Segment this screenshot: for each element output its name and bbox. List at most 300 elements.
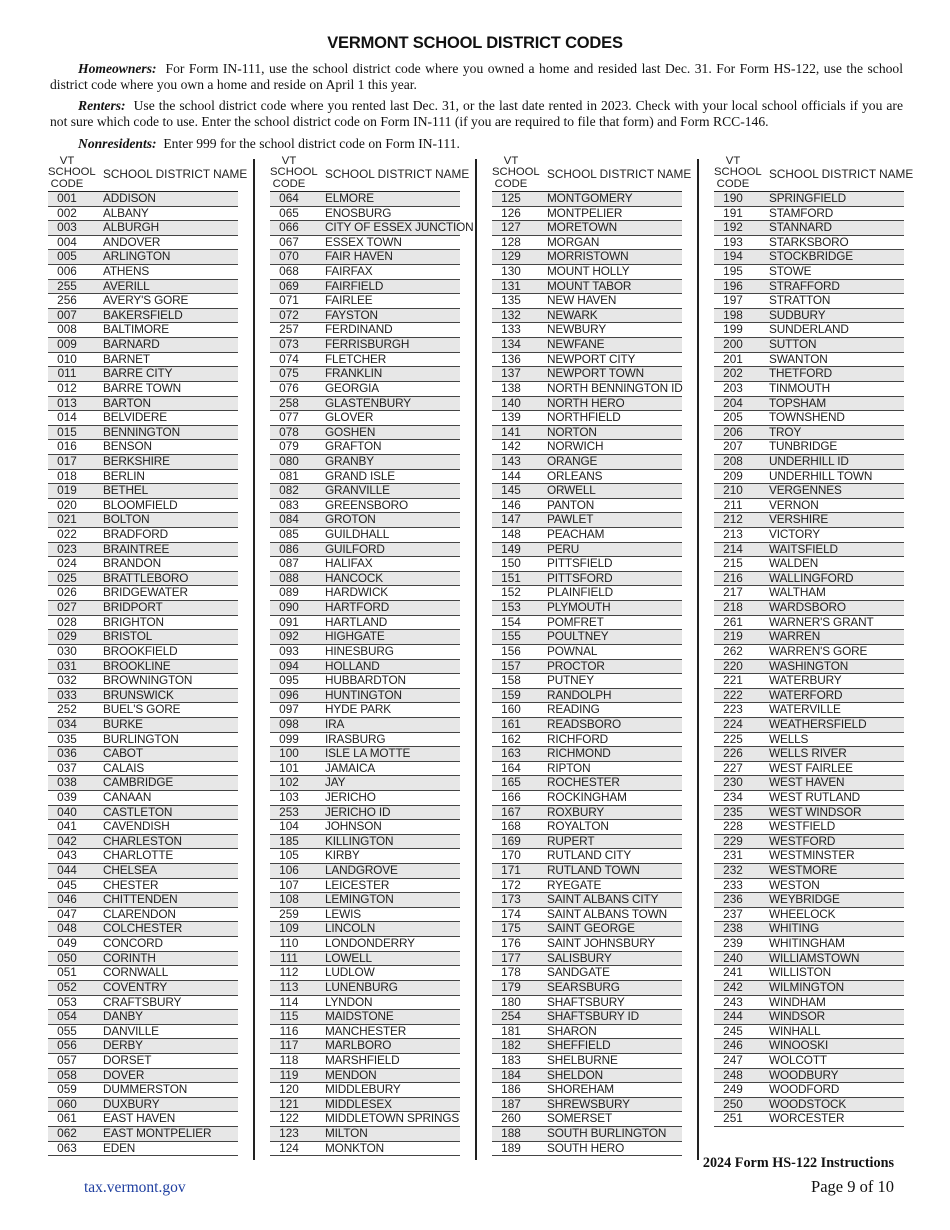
- school-code: 102: [279, 775, 299, 790]
- district-name: IRASBURG: [325, 731, 386, 746]
- school-code: 114: [279, 994, 299, 1009]
- table-row: [492, 367, 682, 382]
- school-code: 041: [57, 819, 77, 834]
- district-name: WESTON: [769, 877, 820, 892]
- school-code: 224: [723, 716, 743, 731]
- table-row: [714, 543, 904, 558]
- page-number: Page 9 of 10: [811, 1177, 894, 1196]
- table-row: [270, 747, 460, 762]
- district-name: MARLBORO: [325, 1038, 392, 1053]
- table-row: [714, 849, 904, 864]
- school-code: 228: [723, 819, 743, 834]
- district-name: CORINTH: [103, 950, 156, 965]
- school-code: 108: [279, 892, 299, 907]
- table-row: [492, 426, 682, 441]
- district-name: FAYSTON: [325, 307, 378, 322]
- district-name: WEST RUTLAND: [769, 789, 861, 804]
- table-row: [270, 353, 460, 368]
- table-row: [714, 908, 904, 923]
- school-code: 260: [501, 1111, 521, 1126]
- table-row: [270, 835, 460, 850]
- district-name: NEWARK: [547, 307, 598, 322]
- district-name: VERSHIRE: [769, 512, 829, 527]
- school-code: 070: [279, 249, 299, 264]
- district-name: RYEGATE: [547, 877, 602, 892]
- table-row: [492, 718, 682, 733]
- table-row: [48, 367, 238, 382]
- school-code: 030: [57, 643, 77, 658]
- district-name: BRAINTREE: [103, 541, 170, 556]
- table-row: [48, 820, 238, 835]
- table-row: [714, 397, 904, 412]
- school-code: 252: [57, 702, 77, 717]
- district-name: CLARENDON: [103, 906, 176, 921]
- column-divider: [697, 159, 699, 1160]
- table-row: [270, 879, 460, 894]
- table-row: [492, 323, 682, 338]
- district-name: SUNDERLAND: [769, 322, 849, 337]
- district-name: AVERILL: [103, 278, 150, 293]
- district-name: ESSEX TOWN: [325, 234, 402, 249]
- school-code: 150: [501, 556, 521, 571]
- table-row: [492, 382, 682, 397]
- district-name: BRADFORD: [103, 527, 168, 542]
- school-code: 037: [57, 760, 77, 775]
- school-code: 195: [723, 264, 743, 279]
- homeowners-text: For Form IN-111, use the school district code where you owned a home and resided last Dec. 31. For Form HS-122, use the school district code where you own a home and reside on April 1 this year.: [50, 61, 903, 92]
- district-name: POMFRET: [547, 614, 604, 629]
- district-name: ALBURGH: [103, 220, 159, 235]
- website-link[interactable]: tax.vermont.gov: [84, 1179, 186, 1196]
- table-row: [270, 440, 460, 455]
- table-row: [48, 718, 238, 733]
- district-name: CABOT: [103, 746, 143, 761]
- school-code: 216: [723, 570, 743, 585]
- table-row: [714, 309, 904, 324]
- school-code: 134: [501, 337, 521, 352]
- district-name: FERRISBURGH: [325, 337, 410, 352]
- district-name: WASHINGTON: [769, 658, 849, 673]
- school-code: 194: [723, 249, 743, 264]
- table-row: [48, 776, 238, 791]
- district-name: SHOREHAM: [547, 1082, 614, 1097]
- table-row: [492, 455, 682, 470]
- table-row: [48, 1069, 238, 1084]
- district-name: MIDDLETOWN SPRINGS: [325, 1111, 460, 1126]
- district-name: BARRE TOWN: [103, 380, 182, 395]
- school-code: 064: [279, 191, 299, 205]
- district-name: NORTON: [547, 424, 597, 439]
- district-name: MONTPELIER: [547, 205, 623, 220]
- table-row: [492, 499, 682, 514]
- table-row: [492, 893, 682, 908]
- table-row: [714, 791, 904, 806]
- district-name: BERKSHIRE: [103, 453, 170, 468]
- table-row: [48, 513, 238, 528]
- table-row: [492, 192, 682, 207]
- table-row: [714, 440, 904, 455]
- district-name: GLASTENBURY: [325, 395, 411, 410]
- table-row: [48, 630, 238, 645]
- school-code: 193: [723, 234, 743, 249]
- school-code: 157: [501, 658, 521, 673]
- school-code: 203: [723, 380, 743, 395]
- school-code: 062: [57, 1126, 77, 1140]
- school-code: 017: [57, 453, 77, 468]
- school-code: 206: [723, 424, 743, 439]
- school-code: 012: [57, 380, 77, 395]
- district-name: WHEELOCK: [769, 906, 836, 921]
- table-row: [492, 411, 682, 426]
- school-code: 044: [57, 863, 77, 878]
- table-row: [48, 353, 238, 368]
- school-code: 192: [723, 220, 743, 235]
- table-row: [270, 893, 460, 908]
- district-name: SAINT ALBANS CITY: [547, 892, 659, 907]
- school-code: 050: [57, 950, 77, 965]
- district-name: NEWFANE: [547, 337, 605, 352]
- district-name: NORTH BENNINGTON ID: [547, 380, 683, 395]
- school-code: 053: [57, 994, 77, 1009]
- school-code: 184: [501, 1067, 521, 1082]
- table-row: [48, 411, 238, 426]
- school-code: 239: [723, 936, 743, 951]
- district-name: LUNENBURG: [325, 979, 398, 994]
- district-name: BROWNINGTON: [103, 673, 193, 688]
- table-row: [714, 265, 904, 280]
- district-name: WELLS: [769, 731, 809, 746]
- table-row: [48, 557, 238, 572]
- district-name: BOLTON: [103, 512, 150, 527]
- district-name: NORTHFIELD: [547, 410, 621, 425]
- school-code: 196: [723, 278, 743, 293]
- district-name: STRAFFORD: [769, 278, 840, 293]
- district-name: SANDGATE: [547, 965, 610, 980]
- school-code: 178: [501, 965, 521, 980]
- school-code: 110: [279, 936, 299, 951]
- school-code: 099: [279, 731, 299, 746]
- school-code: 051: [57, 965, 77, 980]
- table-row: [48, 645, 238, 660]
- page-title: VERMONT SCHOOL DISTRICT CODES: [327, 34, 623, 52]
- district-name: JAY: [325, 775, 346, 790]
- school-code: 161: [501, 716, 521, 731]
- table-row: [714, 367, 904, 382]
- table-row: [714, 835, 904, 850]
- district-name: RUTLAND CITY: [547, 848, 632, 863]
- table-row: [714, 323, 904, 338]
- school-code: 096: [279, 687, 299, 702]
- district-name: NORWICH: [547, 439, 604, 454]
- table-row: [270, 557, 460, 572]
- school-code: 186: [501, 1082, 521, 1097]
- name-header: SCHOOL DISTRICT NAME: [325, 167, 470, 181]
- school-code: 106: [279, 863, 299, 878]
- table-row: [270, 674, 460, 689]
- code-header: VT SCHOOL CODE: [48, 155, 96, 190]
- school-code: 182: [501, 1038, 521, 1053]
- table-row: [492, 996, 682, 1011]
- school-code: 241: [723, 965, 743, 980]
- school-code: 175: [501, 921, 521, 936]
- district-name: CHARLOTTE: [103, 848, 174, 863]
- table-row: [714, 192, 904, 207]
- table-row: [492, 952, 682, 967]
- school-code: 083: [279, 497, 299, 512]
- table-row: [492, 513, 682, 528]
- school-code: 075: [279, 366, 299, 381]
- table-row: [48, 323, 238, 338]
- district-name: PEACHAM: [547, 527, 605, 542]
- district-name: MOUNT TABOR: [547, 278, 632, 293]
- school-code: 159: [501, 687, 521, 702]
- district-name: BRIDGEWATER: [103, 585, 188, 600]
- school-code: 258: [279, 395, 299, 410]
- school-code: 006: [57, 264, 77, 279]
- district-name: WALLINGFORD: [769, 570, 854, 585]
- district-name: HYDE PARK: [325, 702, 391, 717]
- table-row: [270, 586, 460, 601]
- table-row: [492, 806, 682, 821]
- school-code: 165: [501, 775, 521, 790]
- district-name: CHESTER: [103, 877, 159, 892]
- table-row: [270, 192, 460, 207]
- school-code: 013: [57, 395, 77, 410]
- school-code: 040: [57, 804, 77, 819]
- school-code: 211: [723, 497, 743, 512]
- district-name: IRA: [325, 716, 345, 731]
- table-row: [714, 250, 904, 265]
- table-row: [48, 733, 238, 748]
- school-code: 109: [279, 921, 299, 936]
- district-name: STOCKBRIDGE: [769, 249, 854, 264]
- codes-column-2: [270, 155, 474, 1156]
- district-name: SEARSBURG: [547, 979, 620, 994]
- school-code: 004: [57, 234, 77, 249]
- school-code: 198: [723, 307, 743, 322]
- school-code: 250: [723, 1096, 743, 1111]
- school-code: 023: [57, 541, 77, 556]
- table-row: [48, 893, 238, 908]
- school-code: 166: [501, 789, 521, 804]
- district-name: NORTH HERO: [547, 395, 625, 410]
- table-row: [492, 236, 682, 251]
- table-row: [492, 864, 682, 879]
- district-name: JAMAICA: [325, 760, 376, 775]
- district-name: HUBBARDTON: [325, 673, 406, 688]
- district-name: WORCESTER: [769, 1111, 845, 1126]
- district-name: WINHALL: [769, 1023, 821, 1038]
- district-name: COVENTRY: [103, 979, 168, 994]
- school-code: 217: [723, 585, 743, 600]
- district-name: DUXBURY: [103, 1096, 160, 1111]
- table-row: [492, 689, 682, 704]
- table-row: [48, 1127, 238, 1142]
- school-code: 052: [57, 979, 77, 994]
- district-name: CASTLETON: [103, 804, 173, 819]
- table-row: [48, 616, 238, 631]
- codes-column-4: [714, 155, 914, 1127]
- district-name: BARTON: [103, 395, 151, 410]
- school-code: 045: [57, 877, 77, 892]
- district-name: HANCOCK: [325, 570, 383, 585]
- district-name: UNDERHILL ID: [769, 453, 849, 468]
- district-name: ADDISON: [103, 191, 156, 205]
- table-row: [492, 250, 682, 265]
- school-code: 010: [57, 351, 77, 366]
- district-name: GEORGIA: [325, 380, 380, 395]
- school-code: 201: [723, 351, 743, 366]
- table-row: [492, 1142, 682, 1157]
- table-row: [714, 280, 904, 295]
- district-name: FAIRLEE: [325, 293, 373, 308]
- table-row: [270, 1010, 460, 1025]
- district-name: CALAIS: [103, 760, 145, 775]
- table-row: [714, 601, 904, 616]
- school-code: 034: [57, 716, 77, 731]
- name-header: SCHOOL DISTRICT NAME: [769, 167, 914, 181]
- district-name: GUILFORD: [325, 541, 385, 556]
- school-code: 061: [57, 1111, 77, 1126]
- district-name: WARREN: [769, 629, 821, 644]
- table-row: [48, 879, 238, 894]
- district-name: GLOVER: [325, 410, 374, 425]
- school-code: 086: [279, 541, 299, 556]
- table-row: [714, 689, 904, 704]
- table-row: [48, 543, 238, 558]
- school-code: 148: [501, 527, 521, 542]
- school-code: 054: [57, 1009, 77, 1024]
- table-row: [48, 338, 238, 353]
- school-code: 088: [279, 570, 299, 585]
- column-header: [48, 155, 248, 192]
- district-name: ISLE LA MOTTE: [325, 746, 411, 761]
- district-name: BROOKLINE: [103, 658, 171, 673]
- table-row: [48, 455, 238, 470]
- table-row: [48, 586, 238, 601]
- school-code: 073: [279, 337, 299, 352]
- table-row: [48, 762, 238, 777]
- district-name: SUDBURY: [769, 307, 826, 322]
- table-row: [714, 338, 904, 353]
- district-name: AVERY'S GORE: [103, 293, 189, 308]
- code-header: VT SCHOOL CODE: [492, 155, 540, 190]
- table-row: [270, 1098, 460, 1113]
- district-name: ROCHESTER: [547, 775, 620, 790]
- table-row: [270, 981, 460, 996]
- table-row: [492, 338, 682, 353]
- school-code: 247: [723, 1052, 743, 1067]
- district-name: WOODBURY: [769, 1067, 839, 1082]
- school-code: 085: [279, 527, 299, 542]
- district-name: RICHMOND: [547, 746, 611, 761]
- table-row: [714, 922, 904, 937]
- district-name: WESTMINSTER: [769, 848, 855, 863]
- school-code: 191: [723, 205, 743, 220]
- school-code: 189: [501, 1140, 521, 1155]
- table-row: [714, 630, 904, 645]
- school-code: 202: [723, 366, 743, 381]
- school-code: 024: [57, 556, 77, 571]
- code-header: VT SCHOOL CODE: [714, 155, 762, 190]
- table-row: [48, 1098, 238, 1113]
- school-code: 170: [501, 848, 521, 863]
- district-name: CANAAN: [103, 789, 152, 804]
- table-row: [714, 806, 904, 821]
- district-name: FRANKLIN: [325, 366, 383, 381]
- district-name: WOODSTOCK: [769, 1096, 847, 1111]
- district-name: SPRINGFIELD: [769, 191, 847, 205]
- table-row: [714, 996, 904, 1011]
- district-name: WEST HAVEN: [769, 775, 845, 790]
- school-code: 042: [57, 833, 77, 848]
- district-name: HOLLAND: [325, 658, 380, 673]
- school-code: 160: [501, 702, 521, 717]
- district-name: STRATTON: [769, 293, 831, 308]
- table-row: [492, 747, 682, 762]
- school-code: 125: [501, 191, 521, 205]
- table-row: [270, 1069, 460, 1084]
- district-name: MONKTON: [325, 1140, 385, 1155]
- school-code: 115: [279, 1009, 299, 1024]
- table-row: [714, 674, 904, 689]
- table-row: [270, 367, 460, 382]
- district-name: BROOKFIELD: [103, 643, 178, 658]
- renters-paragraph: [50, 98, 903, 129]
- school-code: 180: [501, 994, 521, 1009]
- school-code: 093: [279, 643, 299, 658]
- school-code: 232: [723, 863, 743, 878]
- table-row: [48, 922, 238, 937]
- table-row: [270, 338, 460, 353]
- school-code: 008: [57, 322, 77, 337]
- school-code: 169: [501, 833, 521, 848]
- district-name: STANNARD: [769, 220, 832, 235]
- table-row: [714, 1083, 904, 1098]
- district-name: PUTNEY: [547, 673, 594, 688]
- table-row: [714, 1010, 904, 1025]
- table-row: [270, 572, 460, 587]
- school-code: 094: [279, 658, 299, 673]
- table-row: [270, 323, 460, 338]
- school-code: 079: [279, 439, 299, 454]
- district-name: CORNWALL: [103, 965, 169, 980]
- school-code: 131: [501, 278, 521, 293]
- district-name: ANDOVER: [103, 234, 161, 249]
- table-row: [270, 397, 460, 412]
- school-code: 145: [501, 483, 521, 498]
- table-row: [714, 645, 904, 660]
- district-name: ALBANY: [103, 205, 149, 220]
- table-row: [48, 207, 238, 222]
- district-name: HIGHGATE: [325, 629, 385, 644]
- district-name: MILTON: [325, 1126, 368, 1140]
- district-name: PAWLET: [547, 512, 594, 527]
- table-row: [48, 1025, 238, 1040]
- school-code: 231: [723, 848, 743, 863]
- district-name: LOWELL: [325, 950, 372, 965]
- district-name: WINOOSKI: [769, 1038, 829, 1053]
- table-row: [270, 265, 460, 280]
- table-row: [492, 674, 682, 689]
- district-name: MENDON: [325, 1067, 377, 1082]
- school-code: 072: [279, 307, 299, 322]
- table-row: [714, 966, 904, 981]
- school-code: 183: [501, 1052, 521, 1067]
- school-code: 152: [501, 585, 521, 600]
- district-name: BRATTLEBORO: [103, 570, 189, 585]
- table-row: [492, 601, 682, 616]
